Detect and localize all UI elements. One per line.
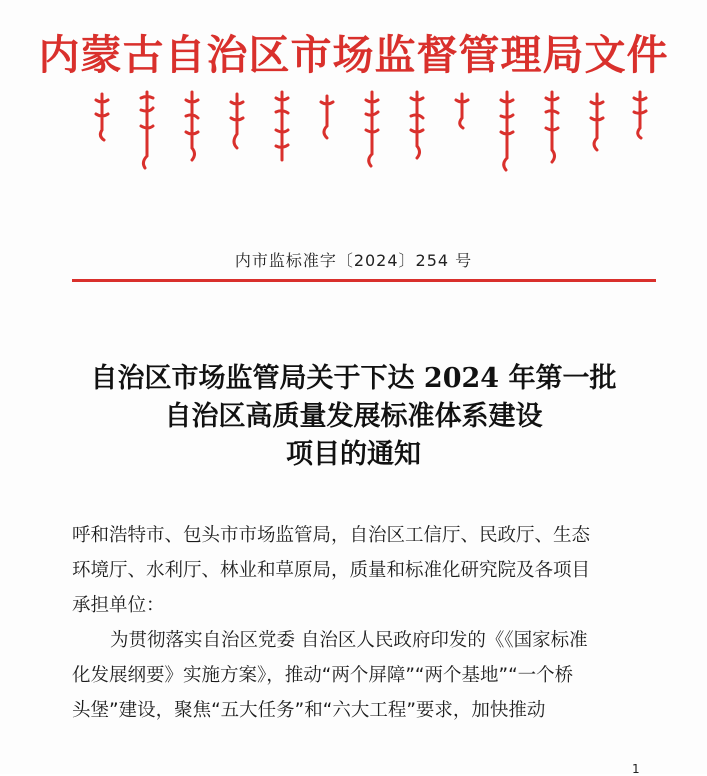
notice-body: [72, 518, 662, 728]
page-number: 1: [632, 762, 640, 776]
document-number: 内市监标准字〔2024〕254 号: [234, 251, 473, 270]
paragraph-line: 为贯彻落实自治区党委 自治区人民政府印发的《《国家标准: [110, 630, 588, 651]
addressee-line: 承担单位：: [72, 595, 165, 616]
mongolian-script-graphic: [92, 86, 652, 176]
title-line: 自治区市场监管局关于下达 2024 年第一批: [90, 363, 617, 394]
notice-title: [0, 360, 707, 474]
title-line: 自治区高质量发展标准体系建设: [164, 401, 543, 432]
addressee-line: 环境厅、水利厅、林业和草原局，质量和标准化研究院及各项目: [72, 560, 591, 581]
paragraph-line: 化发展纲要》实施方案》，推动“两个屏障”“两个基地”“一个桥: [72, 665, 574, 686]
masthead-title: 内蒙古自治区市场监督管理局文件: [38, 31, 669, 79]
title-line: 项目的通知: [286, 439, 421, 470]
mongolian-masthead-script: [92, 86, 652, 176]
red-divider-line: [72, 279, 656, 282]
paragraph-line: 头堡”建设，聚焦“五大任务”和“六大工程”要求，加快推动: [72, 700, 546, 721]
addressee-line: 呼和浩特市、包头市市场监管局，自治区工信厅、民政厅、生态: [72, 525, 591, 546]
